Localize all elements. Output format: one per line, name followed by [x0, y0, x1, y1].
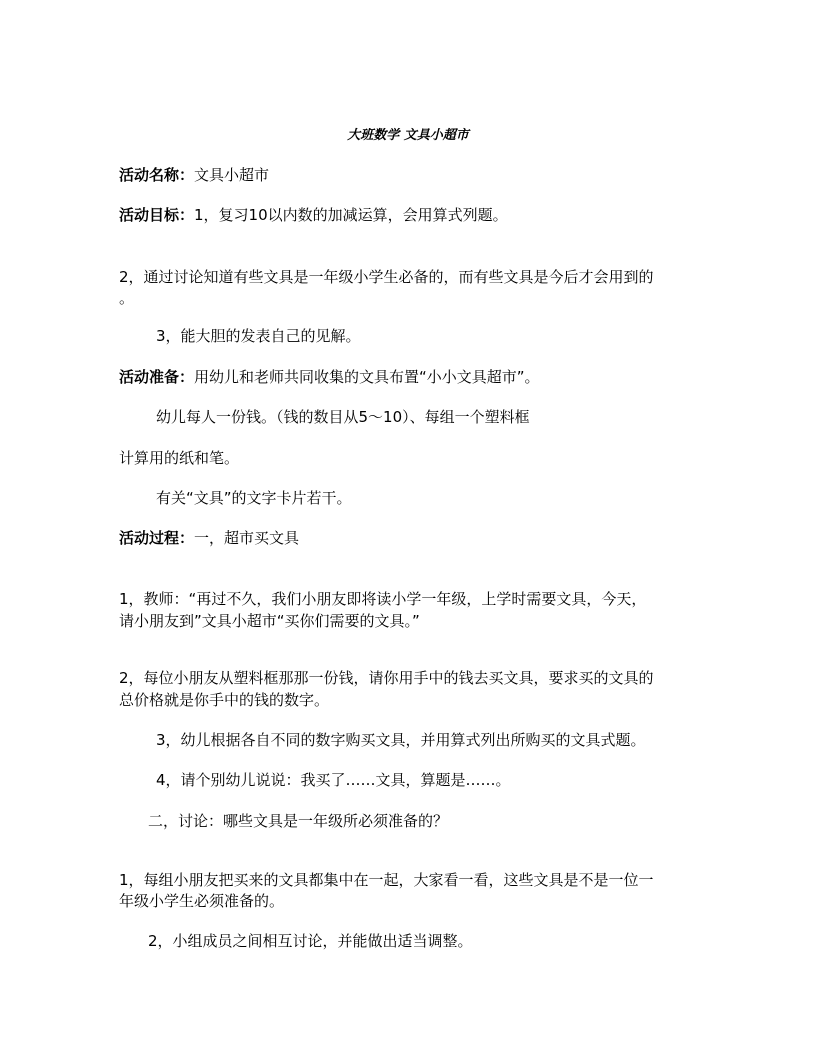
activity-name-line — [119, 164, 269, 186]
document-title: 大班数学 文具小超市 — [347, 128, 469, 143]
discussion-2: 2，小组成员之间相互讨论，并能做出适当调整。 — [148, 932, 473, 950]
discussion-1-line2: 年级小学生必须准备的。 — [119, 892, 285, 910]
activity-goal-line — [119, 204, 508, 226]
step-1-line2: 请小朋友到”文具小超市“买你们需要的文具。” — [119, 612, 420, 630]
activity-prep-2: 幼儿每人一份钱。（钱的数目从5～10）、每组一个塑料框 — [156, 408, 530, 426]
activity-goal-2-line1: 2，通过讨论知道有些文具是一年级小学生必备的，而有些文具是今后才会用到的 — [119, 268, 654, 286]
activity-prep-line — [119, 366, 540, 388]
activity-prep-4: 有关“文具”的文字卡片若干。 — [156, 489, 352, 507]
activity-name-label: 活动名称： — [119, 166, 195, 184]
activity-prep-label: 活动准备： — [119, 368, 195, 386]
section-2-heading: 二，讨论：哪些文具是一年级所必须准备的？ — [148, 812, 449, 830]
activity-name-value: 文具小超市 — [194, 166, 270, 184]
step-2-line2: 总价格就是你手中的钱的数字。 — [119, 691, 330, 709]
step-3: 3，幼儿根据各自不同的数字购买文具，并用算式列出所购买的文具式题。 — [156, 731, 646, 749]
activity-prep-3: 计算用的纸和笔。 — [119, 449, 240, 467]
activity-process-line — [119, 527, 299, 549]
discussion-1-line1: 1，每组小朋友把买来的文具都集中在一起，大家看一看，这些文具是不是一位一 — [119, 871, 654, 889]
activity-process-label: 活动过程： — [119, 529, 195, 547]
activity-goal-3: 3，能大胆的发表自己的见解。 — [156, 327, 361, 345]
step-2-line1: 2，每位小朋友从塑料框那那一份钱，请你用手中的钱去买文具，要求买的文具的 — [119, 669, 654, 687]
step-4: 4，请个别幼儿说说：我买了……文具，算题是……。 — [156, 771, 511, 789]
activity-goal-2-line2: 。 — [119, 289, 135, 307]
activity-prep-value: 用幼儿和老师共同收集的文具布置“小小文具超市”。 — [194, 368, 540, 386]
activity-process-value: 一，超市买文具 — [194, 529, 300, 547]
activity-goal-1: 1，复习10以内数的加减运算，会用算式列题。 — [194, 206, 508, 224]
step-1-line1: 1，教师：“再过不久，我们小朋友即将读小学一年级，上学时需要文具，今天， — [119, 590, 647, 608]
activity-goal-label: 活动目标： — [119, 206, 195, 224]
